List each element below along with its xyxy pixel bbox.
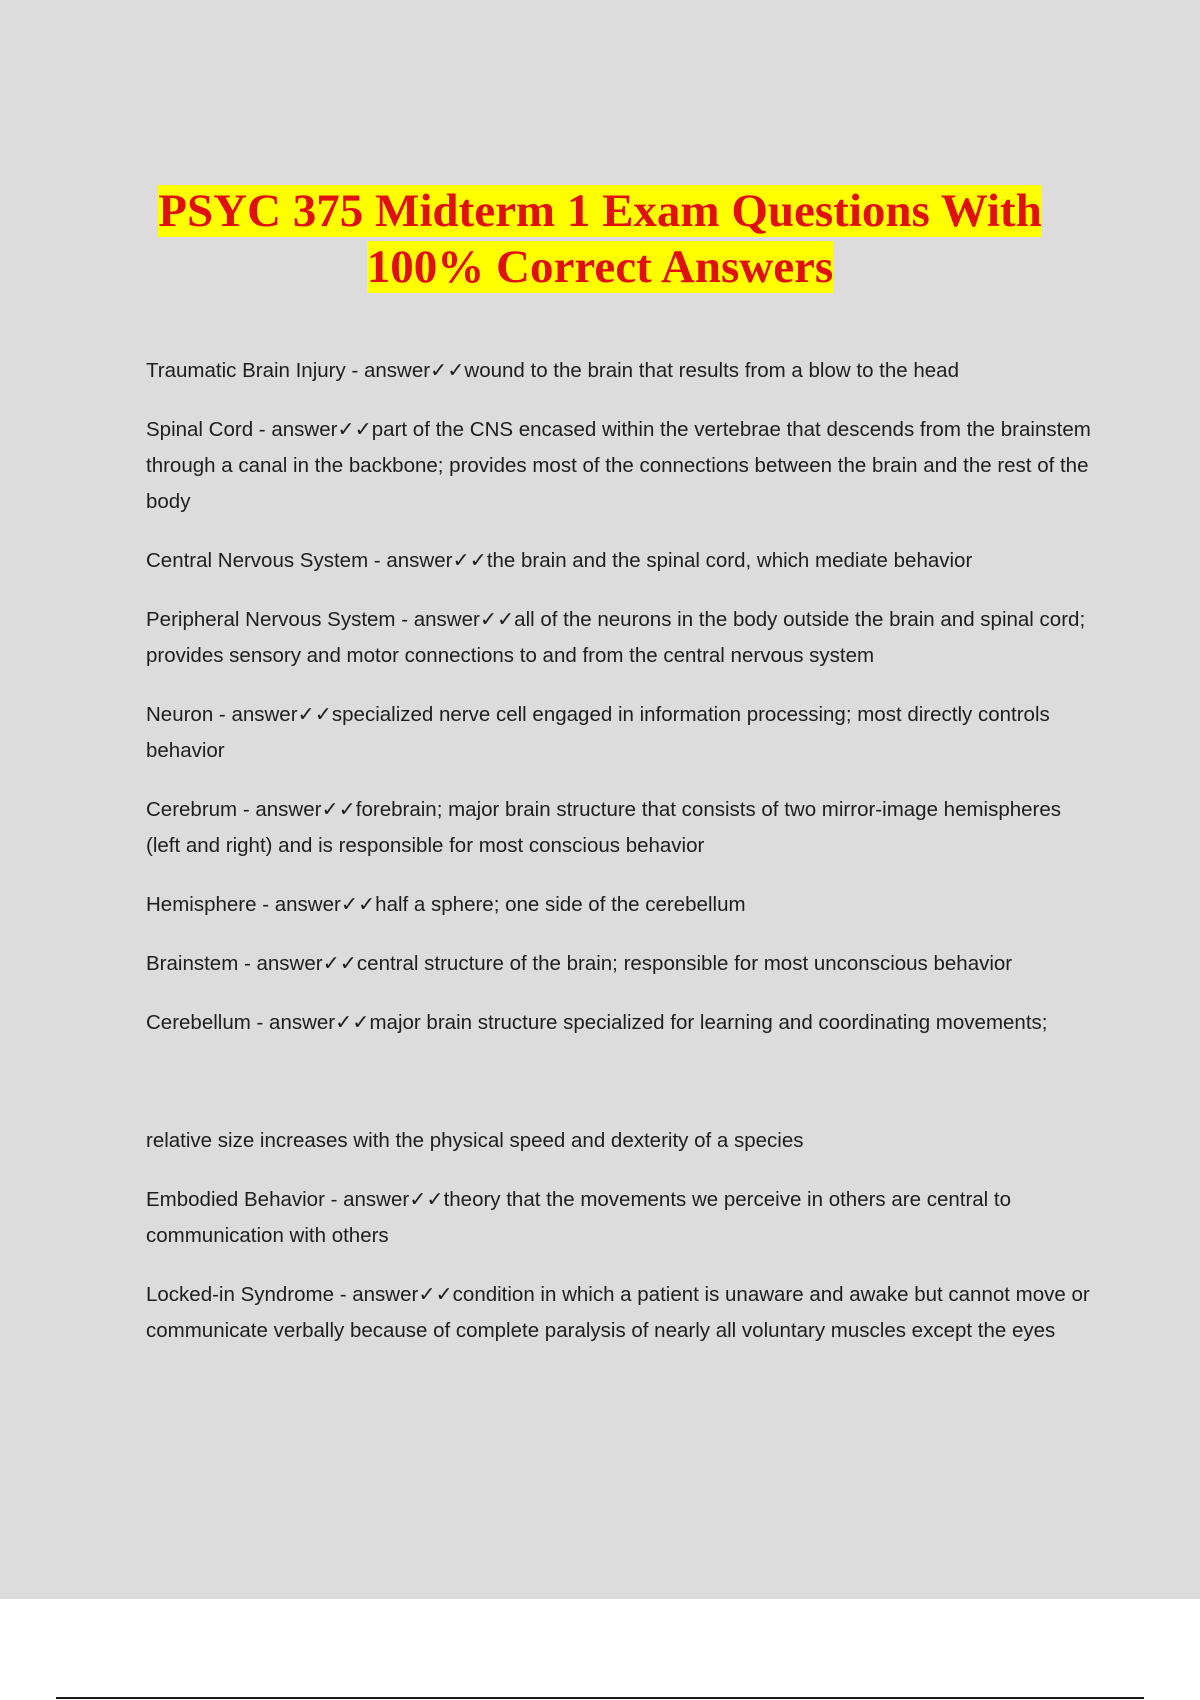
qa-entry-peripheral-nervous-system: Peripheral Nervous System - answer✓✓all of the neurons in the body outside the brain and spinal cord; provides sensory and motor connections to and from the central nervous system — [146, 608, 1086, 667]
title-line-1: PSYC 375 Midterm 1 Exam Questions With — [158, 185, 1042, 237]
footer-divider — [56, 1697, 1144, 1699]
title-line-2: 100% Correct Answers — [366, 241, 834, 293]
qa-entry-traumatic-brain-injury: Traumatic Brain Injury - answer✓✓wound to the brain that results from a blow to the head — [146, 359, 959, 382]
qa-entry-neuron: Neuron - answer✓✓specialized nerve cell engaged in information processing; most directly controls behavior — [146, 703, 1050, 762]
qa-entry-locked-in-syndrome: Locked-in Syndrome - answer✓✓condition in which a patient is unaware and awake but cannot move or communicate verbally because of complete paralysis of nearly all voluntary muscles except the eyes — [146, 1283, 1090, 1342]
qa-entry-cerebellum: Cerebellum - answer✓✓major brain structure specialized for learning and coordinating movements; — [146, 1011, 1048, 1034]
qa-entry-embodied-behavior: Embodied Behavior - answer✓✓theory that the movements we perceive in others are central to communication with others — [146, 1188, 1012, 1247]
qa-list — [146, 353, 1096, 1372]
document-title — [120, 183, 1080, 295]
qa-entry-spinal-cord: Spinal Cord - answer✓✓part of the CNS encased within the vertebrae that descends from the brainstem through a canal in the backbone; provides most of the connections between the brain and the rest of the body — [146, 418, 1091, 513]
qa-entry-central-nervous-system: Central Nervous System - answer✓✓the brain and the spinal cord, which mediate behavior — [146, 549, 973, 572]
qa-entry-cerebrum: Cerebrum - answer✓✓forebrain; major brain structure that consists of two mirror-image hemispheres (left and right) and is responsible for most conscious behavior — [146, 798, 1062, 857]
qa-entry-brainstem: Brainstem - answer✓✓central structure of the brain; responsible for most unconscious behavior — [146, 952, 1013, 975]
qa-entry-hemisphere: Hemisphere - answer✓✓half a sphere; one side of the cerebellum — [146, 893, 746, 916]
qa-entry-continuation: relative size increases with the physical speed and dexterity of a species — [146, 1129, 804, 1152]
